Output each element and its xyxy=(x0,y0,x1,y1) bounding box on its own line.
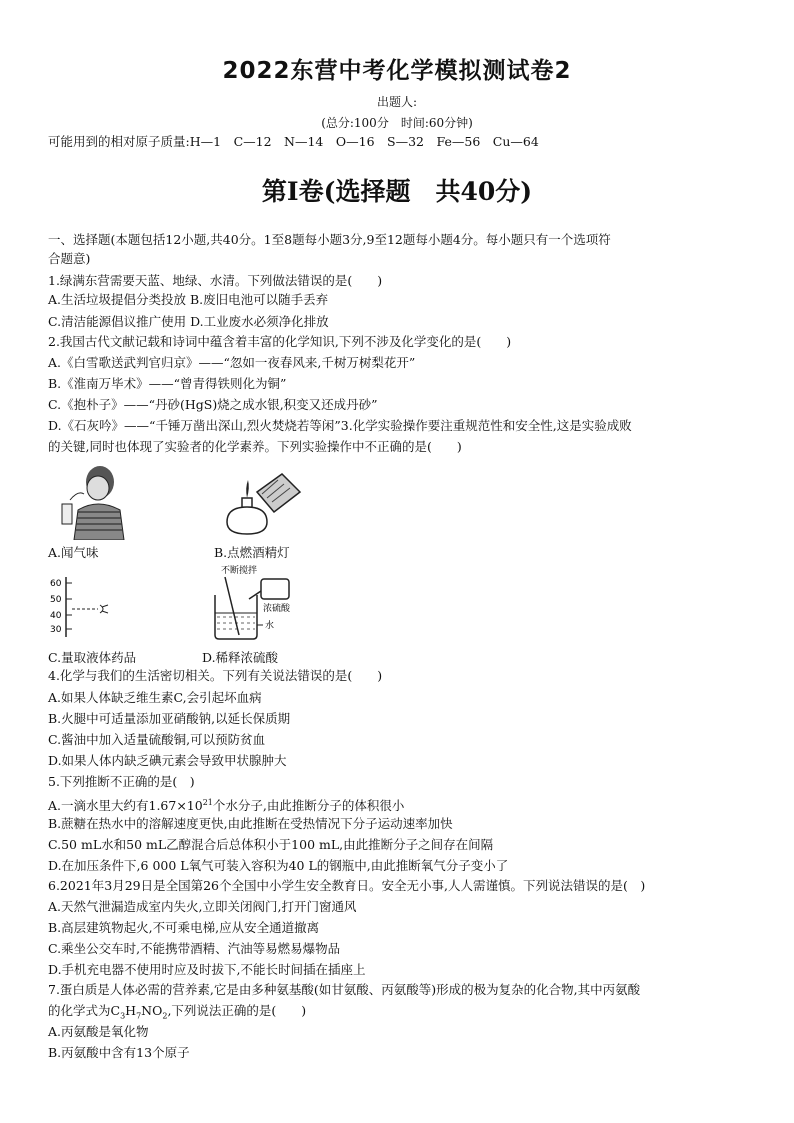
q7-option-b: B.丙氨酸中含有13个原子 xyxy=(48,1045,190,1060)
smell-figure xyxy=(48,460,138,540)
q4-option-b: B.火腿中可适量添加亚硝酸钠,以延长保质期 xyxy=(48,711,291,726)
q4-option-c: C.酱油中加入适量硫酸铜,可以预防贫血 xyxy=(48,732,266,747)
q2-option-b: B.《淮南万毕术》——“曾青得铁则化为铜” xyxy=(48,376,287,391)
section-title: 第Ⅰ卷(选择题 共40分) xyxy=(261,177,533,206)
tick-label-50: 50 xyxy=(50,595,62,605)
q6-option-d: D.手机充电器不使用时应及时拔下,不能长时间插在插座上 xyxy=(48,962,366,977)
q3-stem: 的关键,同时也体现了实验者的化学素养。下列实验操作中不正确的是( ) xyxy=(48,439,462,454)
author-line: 出题人: xyxy=(376,95,418,109)
q5-option-a xyxy=(48,793,768,815)
instructions-line-2: 合题意) xyxy=(48,251,91,266)
flame-shape xyxy=(246,480,249,498)
q3-option-d: D.稀释浓硫酸 xyxy=(202,650,279,665)
q7-sub-2: 2 xyxy=(162,1011,168,1021)
glass-rod xyxy=(225,577,239,635)
lamp-figure xyxy=(212,462,307,542)
q5-a-text-1: A.一滴水里大约有1.67×10 xyxy=(48,798,203,814)
face-shape xyxy=(87,476,109,500)
stir-label: 不断搅拌 xyxy=(221,566,258,576)
acid-pour xyxy=(249,591,261,599)
water-label: 水 xyxy=(265,621,275,631)
tick-label-60: 60 xyxy=(50,579,62,589)
acid-bottle xyxy=(261,579,289,599)
q7-stem-text-2: ,下列说法正确的是( ) xyxy=(167,1003,307,1018)
atomic-masses: 可能用到的相对原子质量:H—1 C—12 N—14 O—16 S—32 Fe—56 Cu—64 xyxy=(48,134,539,149)
tick-label-40: 40 xyxy=(50,611,62,621)
hand-wave-shape xyxy=(70,493,84,500)
q2-option-a: A.《白雪歌送武判官归京》——“忽如一夜春风来,千树万树梨花开” xyxy=(48,355,416,370)
q2-stem: 2.我国古代文献记载和诗词中蕴含着丰富的化学知识,下列不涉及化学变化的是( ) xyxy=(48,334,512,349)
cylinder-figure xyxy=(42,575,122,640)
q4-option-d: D.如果人体内缺乏碘元素会导致甲状腺肿大 xyxy=(48,753,287,768)
q7-stem-text-1: 的化学式为C xyxy=(48,1003,121,1018)
lamp-neck xyxy=(242,498,252,507)
q7-h: H xyxy=(125,1003,137,1018)
q5-option-b: B.蔗糖在热水中的溶解速度更快,由此推断在受热情况下分子运动速率加快 xyxy=(48,816,453,831)
tick-label-30: 30 xyxy=(50,625,62,635)
dilution-figure xyxy=(205,563,310,641)
q5-option-c: C.50 mL水和50 mL乙醇混合后总体积小于100 mL,由此推断分子之间存在间隔 xyxy=(48,837,494,852)
q3-option-b: B.点燃酒精灯 xyxy=(214,545,290,560)
score-time-line: (总分:100分 时间:60分钟) xyxy=(321,116,473,130)
q5-a-exponent: 21 xyxy=(202,798,213,807)
q6-option-c: C.乘坐公交车时,不能携带酒精、汽油等易燃易爆物品 xyxy=(48,941,341,956)
q7-stem-line-1: 7.蛋白质是人体必需的营养素,它是由多种氨基酸(如甘氨酸、丙氨酸等)形成的极为复杂的化合物,其中丙氨酸 xyxy=(48,982,641,997)
q6-option-b: B.高层建筑物起火,不可乘电梯,应从安全通道撤离 xyxy=(48,920,320,935)
lamp-body xyxy=(227,507,267,534)
q5-option-d: D.在加压条件下,6 000 L氧气可装入容积为40 L的钢瓶中,由此推断氧气分子变小了 xyxy=(48,858,509,873)
q6-option-a: A.天然气泄漏造成室内失火,立即关闭阀门,打开门窗通风 xyxy=(48,899,357,914)
q3-option-a: A.闻气味 xyxy=(48,545,99,560)
q1-options-cd: C.清洁能源倡议推广使用 D.工业废水必须净化排放 xyxy=(48,314,329,329)
eye-icon xyxy=(100,605,108,613)
sweater-shape xyxy=(74,504,124,540)
q5-stem: 5.下列推断不正确的是( ) xyxy=(48,774,195,789)
q1-options-ab: A.生活垃圾提倡分类投放 B.废旧电池可以随手丢弃 xyxy=(48,292,329,307)
q5-a-text-2: 个水分子,由此推断分子的体积很小 xyxy=(212,798,405,814)
q3-option-c: C.量取液体药品 xyxy=(48,650,137,665)
q7-sub-7: 7 xyxy=(136,1011,142,1021)
instructions-line-1: 一、选择题(本题包括12小题,共40分。1至8题每小题3分,9至12题每小题4分。每小题只有一个选项符 xyxy=(48,232,611,247)
q7-no: NO xyxy=(141,1003,163,1018)
q4-stem: 4.化学与我们的生活密切相关。下列有关说法错误的是( ) xyxy=(48,668,383,683)
bottle-shape xyxy=(62,504,72,524)
q2-option-c: C.《抱朴子》——“丹砂(HgS)烧之成水银,积变又还成丹砂” xyxy=(48,397,378,412)
q6-stem: 6.2021年3月29日是全国第26个全国中小学生安全教育日。安全无小事,人人需谨慎。下列说法错误的是( ) xyxy=(48,878,646,893)
exam-title: 2022东营中考化学模拟测试卷2 xyxy=(222,58,572,84)
q7-sub-3: 3 xyxy=(120,1011,126,1021)
acid-label: 浓硫酸 xyxy=(263,604,291,614)
q2-option-d: D.《石灰吟》——“千锤万凿出深山,烈火焚烧若等闲”3.化学实验操作要注重规范性和安全性,这是实验成败 xyxy=(48,418,632,433)
q1-stem: 1.绿满东营需要天蓝、地绿、水清。下列做法错误的是( ) xyxy=(48,273,383,288)
q7-option-a: A.丙氨酸是氧化物 xyxy=(48,1024,149,1039)
q4-option-a: A.如果人体缺乏维生素C,会引起坏血病 xyxy=(48,690,262,705)
